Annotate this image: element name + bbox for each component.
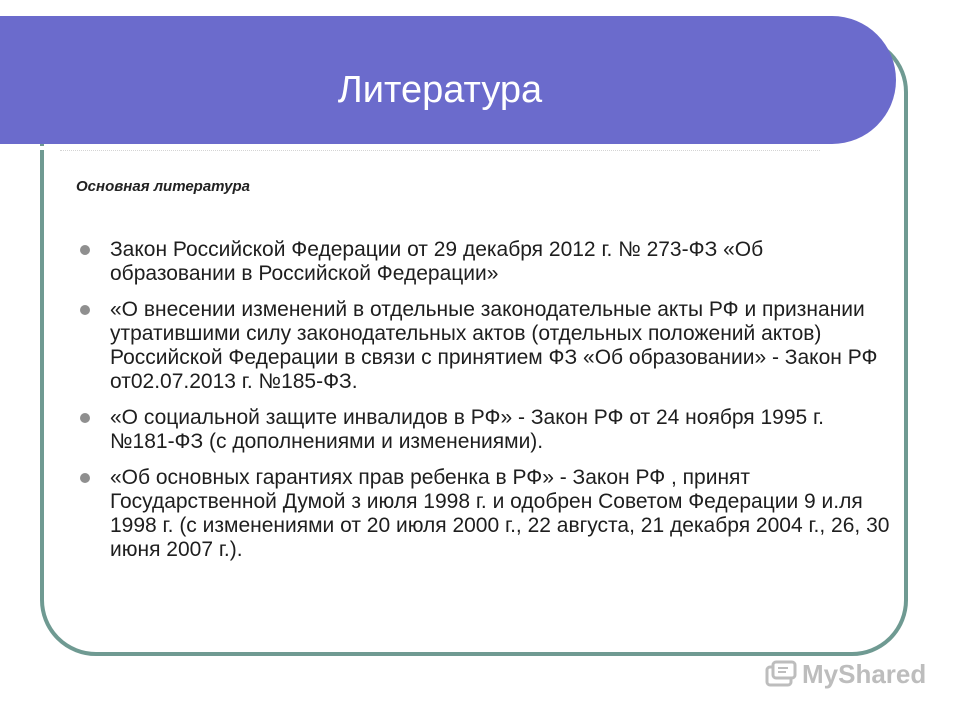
bullet-icon bbox=[80, 305, 90, 315]
title-bar bbox=[0, 16, 896, 144]
list-item-text: «О внесении изменений в отдельные законодательные акты РФ и признании утратившими силу законодательных актов (отдельных положений актов) Российской Федерации в связи с принятием ФЗ «Об образовании» - Закон РФ от02.07.2013 г. №185-ФЗ. bbox=[110, 298, 878, 393]
literature-list bbox=[80, 238, 890, 574]
list-item-text: «Об основных гарантиях прав ребенка в РФ» - Закон РФ , принят Государственной Думой з июля 1998 г. и одобрен Советом Федерации 9 и.ля 1998 г. (с изменениями от 20 июля 2000 г., 22 августа, 21 декабря 2004 г., 26, 30 июня 2007 г.). bbox=[110, 466, 890, 561]
bullet-icon bbox=[80, 413, 90, 423]
list-item bbox=[80, 406, 890, 454]
myshared-watermark bbox=[764, 656, 926, 692]
slide-title: Литература bbox=[337, 69, 543, 111]
section-subtitle: Основная литература bbox=[76, 178, 250, 195]
bullet-icon bbox=[80, 473, 90, 483]
list-item bbox=[80, 466, 890, 562]
list-item bbox=[80, 298, 890, 394]
list-item bbox=[80, 238, 890, 286]
watermark-text: MyShared bbox=[802, 658, 927, 689]
list-item-text: «О социальной защите инвалидов в РФ» - Закон РФ от 24 ноября 1995 г. №181-ФЗ (с дополнениями и изменениями). bbox=[110, 406, 824, 453]
divider bbox=[60, 150, 820, 151]
bullet-icon bbox=[80, 245, 90, 255]
myshared-logo-icon bbox=[764, 659, 798, 689]
list-item-text: Закон Российской Федерации от 29 декабря 2012 г. № 273-ФЗ «Об образовании в Российской Федерации» bbox=[110, 238, 764, 285]
